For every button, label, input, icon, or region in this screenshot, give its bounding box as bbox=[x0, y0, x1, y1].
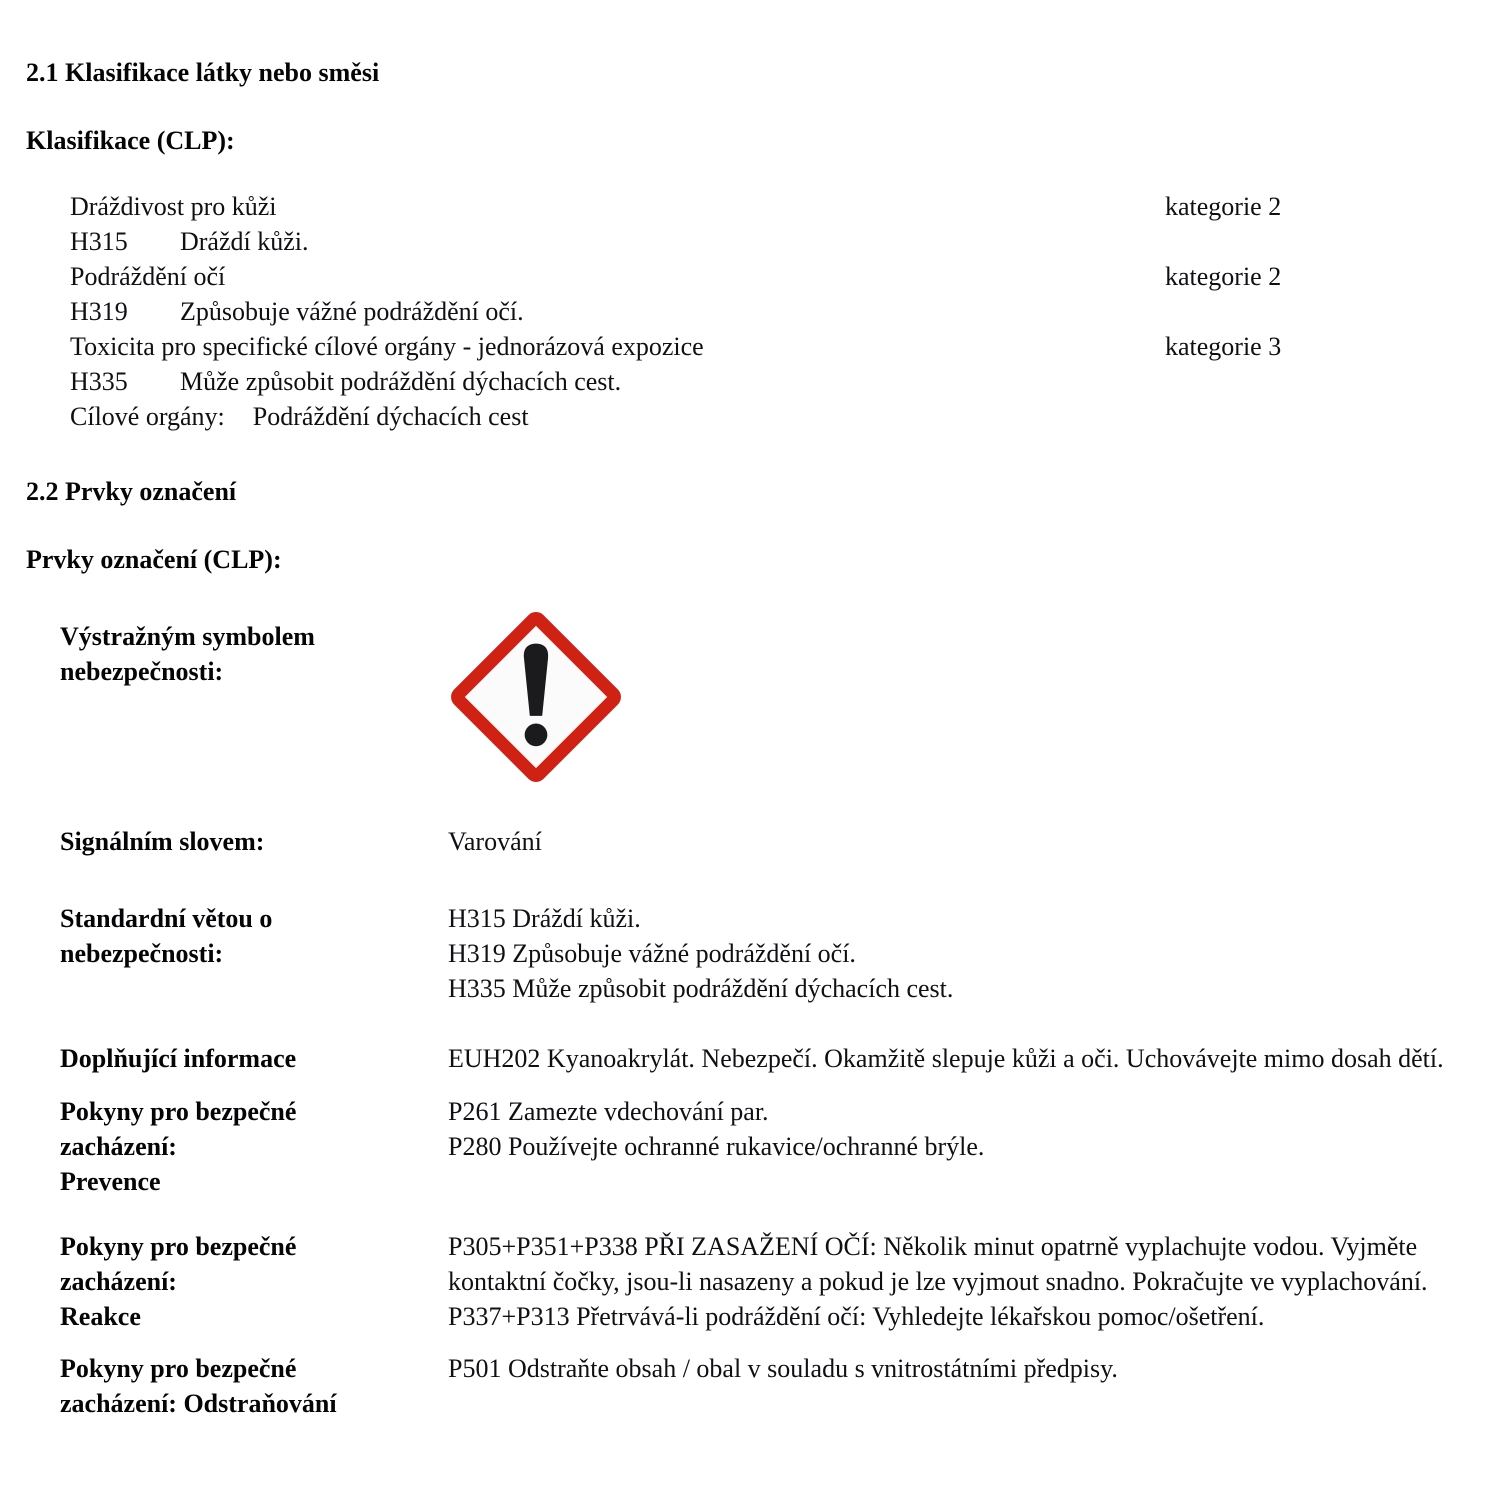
precautionary-response-row bbox=[26, 1229, 1470, 1334]
h-statement-code: H319 bbox=[70, 297, 128, 326]
precautionary-response-label-line2: zacházení: bbox=[60, 1267, 177, 1296]
supplemental-info-value: EUH202 Kyanoakrylát. Nebezpečí. Okamžitě slepuje kůži a oči. Uchovávejte mimo dosah dětí. bbox=[448, 1044, 1444, 1073]
signal-word-value: Varování bbox=[448, 827, 542, 856]
precautionary-prevention-value bbox=[448, 1094, 1470, 1164]
target-organs-label: Cílové orgány: bbox=[70, 402, 225, 431]
classification-row-h335 bbox=[26, 364, 1470, 399]
hazard-pictogram-value bbox=[448, 619, 1470, 787]
p-statement-p280: P280 Používejte ochranné rukavice/ochranné brýle. bbox=[448, 1132, 985, 1161]
p-statement-p501: P501 Odstraňte obsah / obal v souladu s vnitrostátními předpisy. bbox=[448, 1354, 1118, 1383]
hazard-category: kategorie 2 bbox=[1165, 192, 1282, 221]
hazard-pictogram-label-line2: nebezpečnosti: bbox=[60, 657, 224, 686]
section-2-1-heading: 2.1 Klasifikace látky nebo směsi bbox=[26, 58, 380, 87]
classification-row-stot-se bbox=[26, 329, 1470, 364]
hazard-pictogram-row bbox=[26, 619, 1470, 787]
precautionary-disposal-label bbox=[60, 1351, 448, 1421]
hazard-statement-h315: H315 Dráždí kůži. bbox=[448, 904, 641, 933]
hazard-statement-h319: H319 Způsobuje vážné podráždění očí. bbox=[448, 939, 856, 968]
label-elements-clp-subheading: Prvky označení (CLP): bbox=[26, 545, 282, 574]
classification-row-h315 bbox=[26, 224, 1470, 259]
supplemental-info-label: Doplňující informace bbox=[60, 1044, 297, 1073]
precautionary-prevention-row bbox=[26, 1094, 1470, 1199]
h-statement-code: H335 bbox=[70, 367, 128, 396]
p-statement-p305-p351-p338: P305+P351+P338 PŘI ZASAŽENÍ OČÍ: Několik minut opatrně vyplachujte vodou. Vyjměte kontaktní čočky, jsou-li nasazeny a pokud je lze vyjmout snadno. Pokračujte ve vyplachování. bbox=[448, 1232, 1428, 1296]
classification-row-h319 bbox=[26, 294, 1470, 329]
classification-row-target-organs bbox=[26, 399, 1470, 434]
precautionary-response-label-line3: Reakce bbox=[60, 1302, 141, 1331]
hazard-statements-label-line2: nebezpečnosti: bbox=[60, 939, 224, 968]
precautionary-prevention-label-line2: zacházení: bbox=[60, 1132, 177, 1161]
precautionary-disposal-label-line1: Pokyny pro bezpečné bbox=[60, 1354, 297, 1383]
signal-word-label: Signálním slovem: bbox=[60, 827, 265, 856]
hazard-category: kategorie 3 bbox=[1165, 332, 1282, 361]
precautionary-prevention-label-line1: Pokyny pro bezpečné bbox=[60, 1097, 297, 1126]
supplemental-info-row bbox=[26, 1041, 1470, 1076]
exclamation-dot bbox=[525, 723, 548, 746]
hazard-class-label: Podráždění očí bbox=[70, 262, 226, 291]
hazard-statements-label-line1: Standardní větou o bbox=[60, 904, 273, 933]
h-statement-text: Způsobuje vážné podráždění očí. bbox=[180, 297, 524, 326]
p-statement-p337-p313: P337+P313 Přetrvává-li podráždění očí: Vyhledejte lékařskou pomoc/ošetření. bbox=[448, 1302, 1265, 1331]
classification-list bbox=[26, 189, 1470, 434]
h-statement-text: Může způsobit podráždění dýchacích cest. bbox=[180, 367, 622, 396]
precautionary-prevention-label bbox=[60, 1094, 448, 1199]
classification-row-skin-irritation bbox=[26, 189, 1470, 224]
hazard-pictogram-label-line1: Výstražným symbolem bbox=[60, 622, 315, 651]
hazard-statements-value bbox=[448, 901, 1470, 1006]
hazard-category: kategorie 2 bbox=[1165, 262, 1282, 291]
precautionary-response-value bbox=[448, 1229, 1470, 1334]
precautionary-disposal-label-line2: zacházení: Odstraňování bbox=[60, 1389, 337, 1418]
h-statement-code: H315 bbox=[70, 227, 128, 256]
precautionary-disposal-row bbox=[26, 1351, 1470, 1421]
target-organs-text: Podráždění dýchacích cest bbox=[252, 402, 529, 431]
ghs07-exclamation-mark-icon bbox=[450, 607, 622, 787]
p-statement-p261: P261 Zamezte vdechování par. bbox=[448, 1097, 769, 1126]
classification-clp-subheading: Klasifikace (CLP): bbox=[26, 126, 235, 155]
classification-row-eye-irritation bbox=[26, 259, 1470, 294]
hazard-class-label: Dráždivost pro kůži bbox=[70, 192, 277, 221]
hazard-statement-h335: H335 Může způsobit podráždění dýchacích cest. bbox=[448, 974, 954, 1003]
precautionary-response-label bbox=[60, 1229, 448, 1334]
hazard-statements-row bbox=[26, 901, 1470, 1006]
hazard-class-label: Toxicita pro specifické cílové orgány - jednorázová expozice bbox=[70, 332, 704, 361]
signal-word-row bbox=[26, 824, 1470, 859]
hazard-statements-label bbox=[60, 901, 448, 971]
precautionary-response-label-line1: Pokyny pro bezpečné bbox=[60, 1232, 297, 1261]
hazard-pictogram-label bbox=[60, 619, 448, 689]
section-2-2-heading: 2.2 Prvky označení bbox=[26, 477, 237, 506]
h-statement-text: Dráždí kůži. bbox=[180, 227, 309, 256]
precautionary-prevention-label-line3: Prevence bbox=[60, 1167, 161, 1196]
